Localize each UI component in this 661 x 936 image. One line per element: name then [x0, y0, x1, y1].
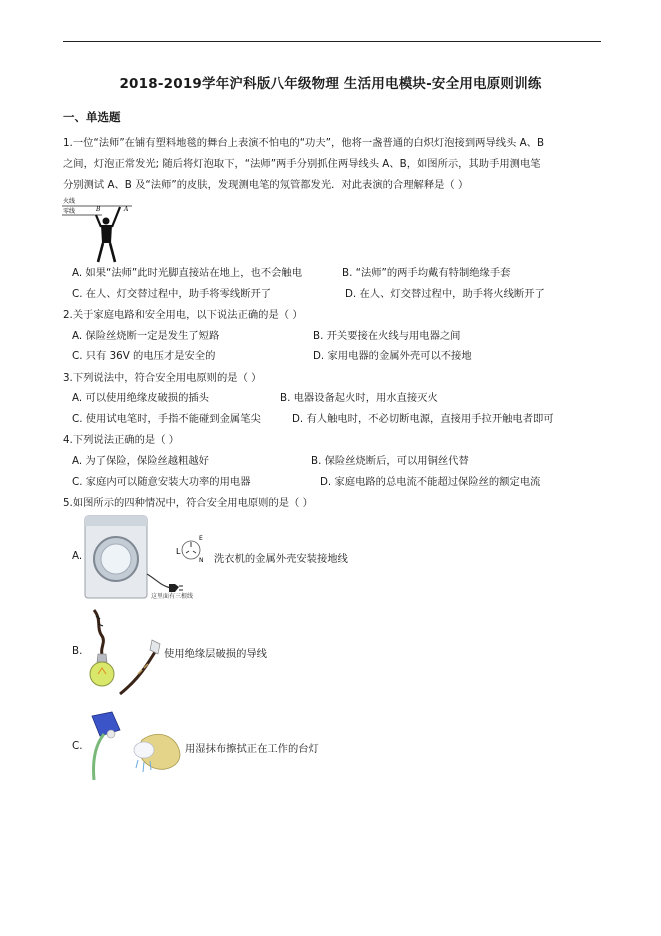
- damaged-cord: [120, 650, 156, 694]
- lamp-arm: [93, 734, 104, 780]
- washer-drum: [101, 544, 131, 574]
- q5-option-b-text[interactable]: 使用绝缘层破损的导线: [164, 648, 267, 660]
- washer-control-panel: [85, 516, 147, 526]
- q4-option-b[interactable]: B. 保险丝烧断后，可以用铜丝代替: [311, 455, 469, 467]
- q5-option-a-letter[interactable]: A.: [72, 550, 83, 562]
- wet-cloth: [134, 742, 154, 758]
- q2-stem: 2.关于家庭电路和安全用电，以下说法正确的是（ ）: [63, 309, 303, 321]
- q5-option-a-text[interactable]: 洗衣机的金属外壳安装接地线: [214, 553, 348, 565]
- plug-label-e: E: [199, 535, 203, 542]
- page-title: 2018-2019学年沪科版八年级物理 生活用电模块-安全用电原则训练: [119, 76, 542, 92]
- light-bulb: [90, 662, 114, 686]
- q5-option-b-letter[interactable]: B.: [72, 645, 83, 657]
- power-cord: [147, 574, 171, 588]
- washing-machine-figure: [83, 514, 209, 600]
- q3-option-b[interactable]: B. 电器设备起火时，用水直接灭火: [280, 392, 438, 404]
- q3-option-a[interactable]: A. 可以使用绝缘皮破损的插头: [72, 392, 209, 404]
- damaged-wire-figure: [80, 606, 162, 698]
- q5-stem: 5.如图所示的四种情况中，符合安全用电原则的是（ ）: [63, 497, 313, 509]
- q1-stem-line-1: 1.一位“法师”在铺有塑料地毯的舞台上表演不怕电的“功夫”，他将一盏普通的白炽灯泡接到两导线头 A、B: [63, 137, 545, 149]
- three-wires-caption: 这里面有三根线: [151, 593, 194, 600]
- q4-option-d[interactable]: D. 家庭电路的总电流不能超过保险丝的额定电流: [320, 476, 541, 488]
- lamp-shade: [92, 712, 120, 736]
- live-wire-label: 火线: [63, 198, 76, 205]
- plug: [169, 584, 179, 592]
- q3-stem: 3.下列说法中，符合安全用电原则的是（ ）: [63, 372, 262, 384]
- hanging-wire: [94, 610, 103, 654]
- q1-option-c[interactable]: C. 在人、灯交替过程中，助手将零线断开了: [72, 288, 272, 300]
- lamp-holder: [97, 654, 107, 662]
- q1-stem-line-2: 之间，灯泡正常发光; 随后将灯泡取下，“法师”两手分别抓住两导线头 A、B，如图所示，其助手用测电笔: [63, 158, 541, 170]
- q2-option-d[interactable]: D. 家用电器的金属外壳可以不接地: [313, 350, 472, 362]
- q1-option-b[interactable]: B. “法师”的两手均戴有特制绝缘手套: [342, 267, 511, 279]
- point-b-label: B: [96, 206, 101, 213]
- q4-option-a[interactable]: A. 为了保险，保险丝越粗越好: [72, 455, 209, 467]
- q1-figure-performer: [62, 195, 137, 265]
- q1-option-d[interactable]: D. 在人、灯交替过程中，助手将火线断开了: [345, 288, 545, 300]
- q2-option-c[interactable]: C. 只有 36V 的电压才是安全的: [72, 350, 216, 362]
- plug-label-l: L: [176, 547, 181, 556]
- header-rule: [63, 41, 601, 42]
- wall-plug: [150, 640, 160, 654]
- q1-option-a[interactable]: A. 如果“法师”此时光脚直接站在地上，也不会触电: [72, 267, 303, 279]
- q4-stem: 4.下列说法正确的是（ ）: [63, 434, 180, 446]
- q5-option-c-text[interactable]: 用湿抹布擦拭正在工作的台灯: [185, 743, 319, 755]
- q2-option-b[interactable]: B. 开关要接在火线与用电器之间: [313, 330, 461, 342]
- desk-lamp-figure: [82, 710, 184, 784]
- neutral-wire-label: 零线: [63, 208, 76, 215]
- q2-option-a[interactable]: A. 保险丝烧断一定是发生了短路: [72, 330, 220, 342]
- plug-label-n: N: [199, 557, 204, 564]
- section-heading: 一、单选题: [63, 110, 121, 124]
- q4-option-c[interactable]: C. 家庭内可以随意安装大功率的用电器: [72, 476, 251, 488]
- q5-option-c-letter[interactable]: C.: [72, 740, 83, 752]
- point-a-label: A: [124, 206, 129, 213]
- q1-stem-line-3: 分别测试 A、B 及“法师”的皮肤，发现测电笔的氖管都发光．对此表演的合理解释是（ ）: [63, 179, 469, 191]
- q3-option-d[interactable]: D. 有人触电时，不必切断电源，直接用手拉开触电者即可: [292, 413, 554, 425]
- lamp-bulb: [107, 730, 115, 738]
- q3-option-c[interactable]: C. 使用试电笔时，手指不能碰到金属笔尖: [72, 413, 261, 425]
